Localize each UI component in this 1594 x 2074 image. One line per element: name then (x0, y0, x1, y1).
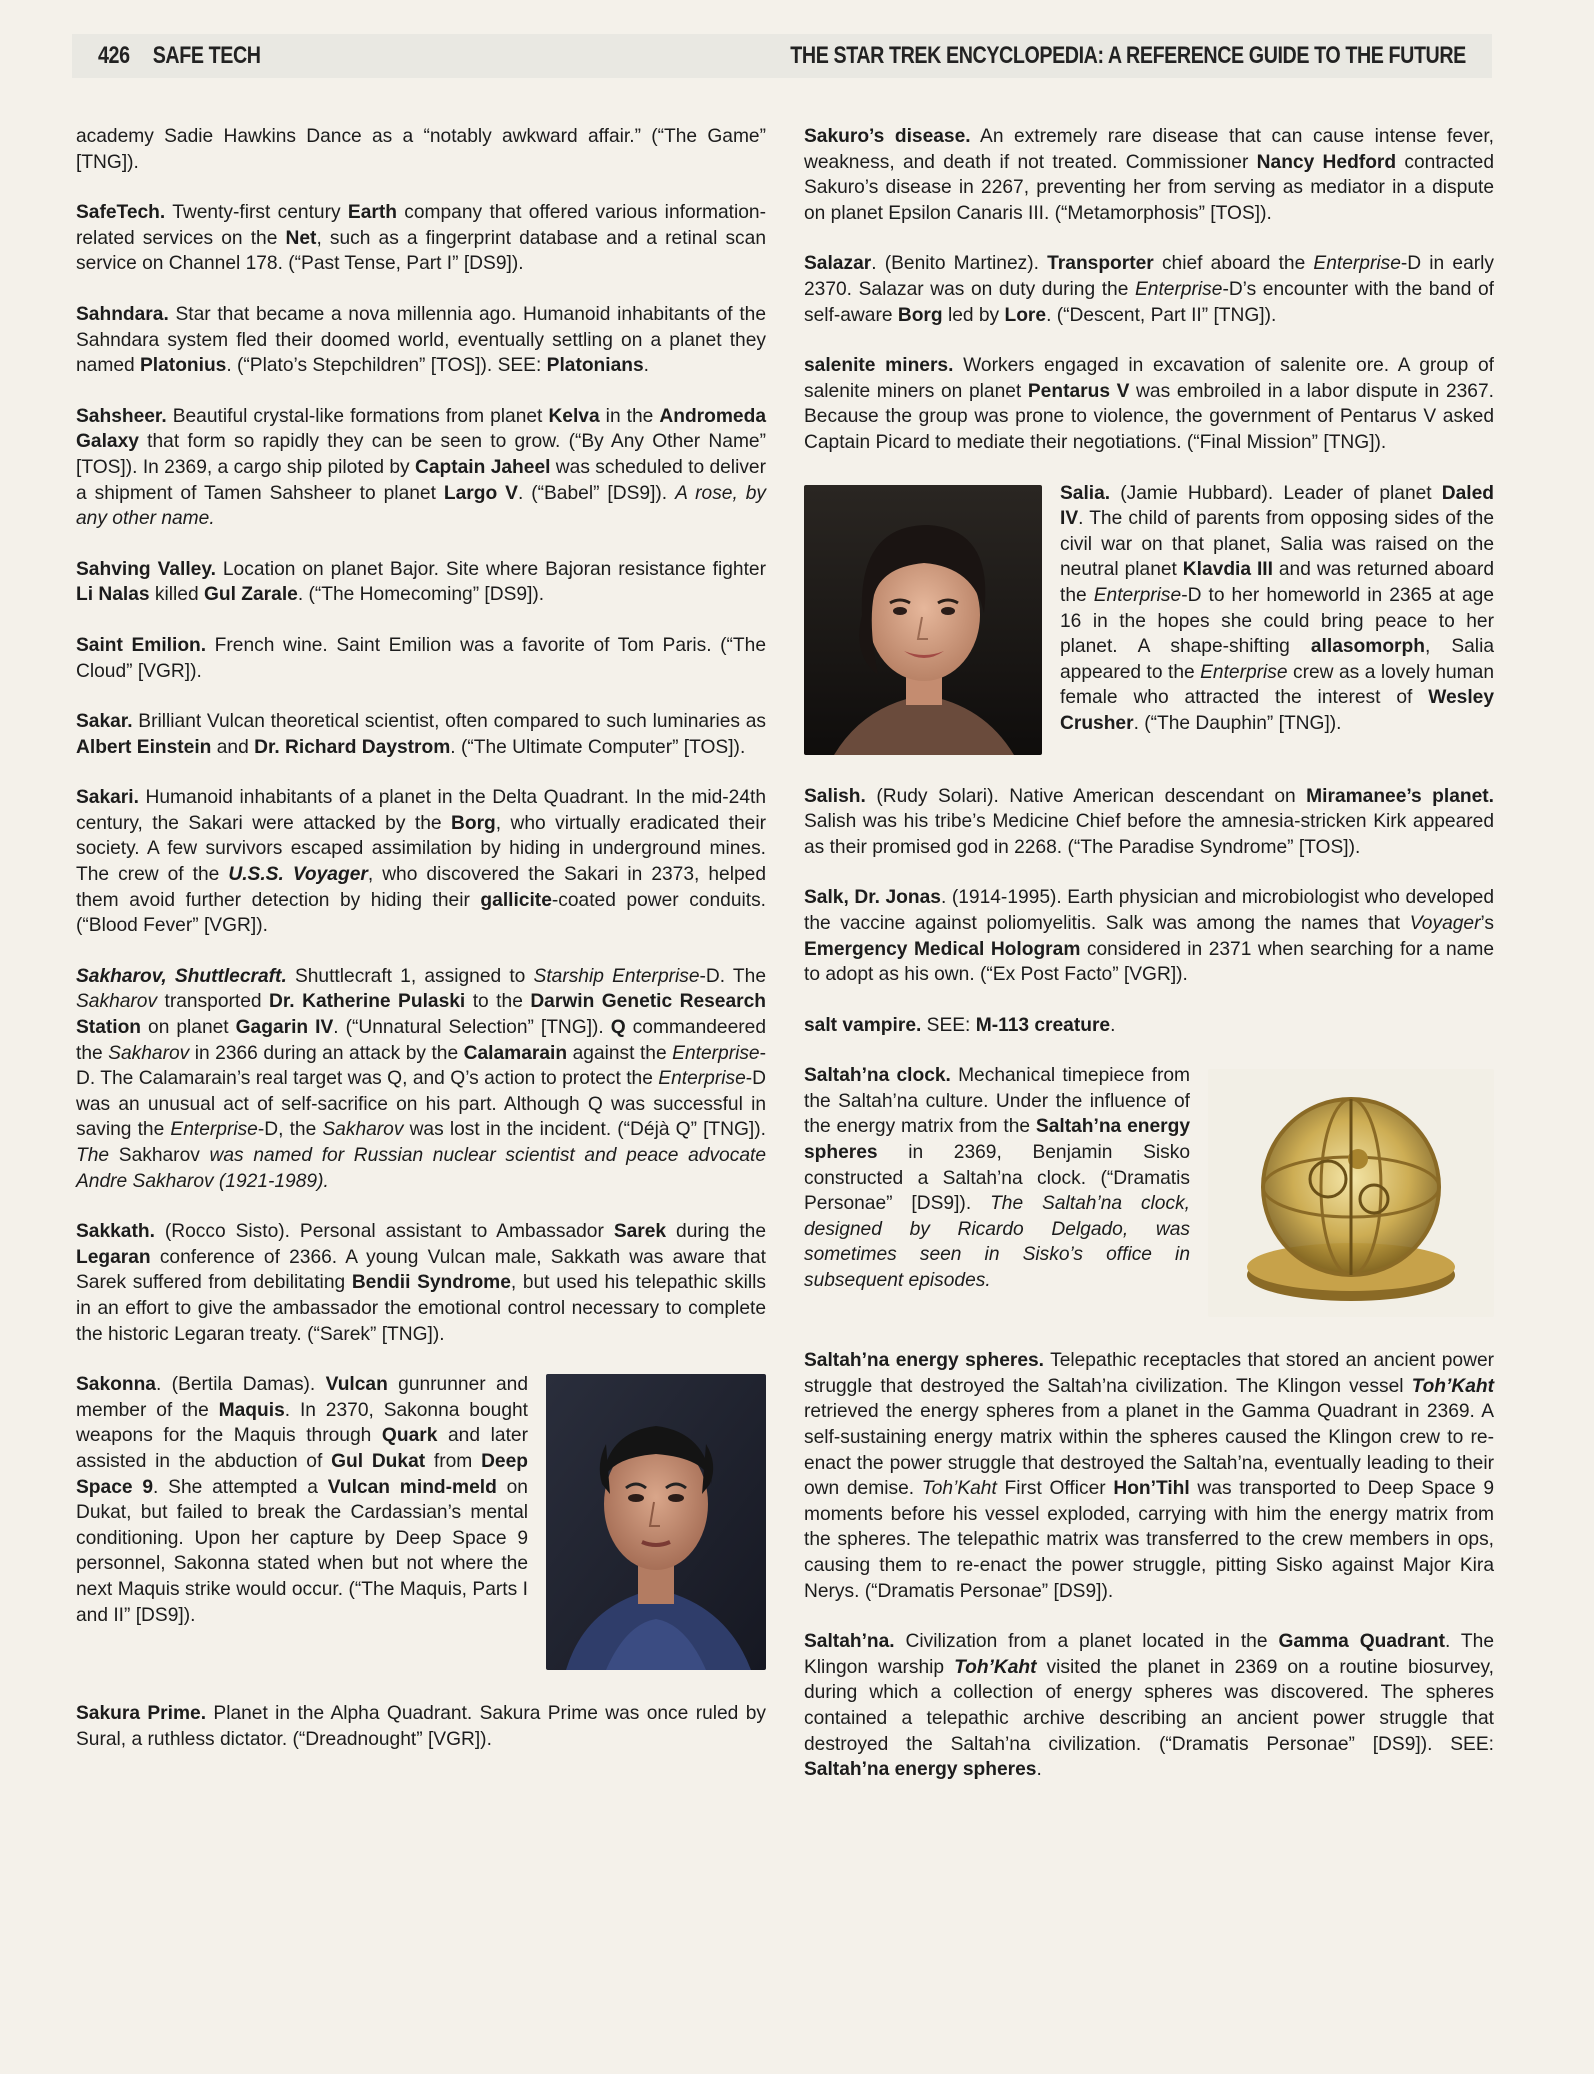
section-title: SAFE TECH (152, 42, 261, 69)
running-header (72, 34, 1492, 78)
entry-sahsheer: Sahsheer. Beautiful crystal-like formations from planet Kelva in the Andromeda Galaxy that form so rapidly they can be seen to grow. (“By Any Other Name” [TOS]). In 2369, a cargo ship piloted by Captain Jaheel was scheduled to deliver a shipment of Tamen Sahsheer to planet Largo V. (“Babel” [DS9]). A rose, by any other name. (76, 405, 767, 530)
salia-portrait-image (804, 485, 1042, 755)
entry-sahndara: Sahndara. Star that became a nova millennia ago. Humanoid inhabitants of the Sahndara system fled their doomed world, eventually settling on a planet they named Platonius. (“Plato’s Stepchildren” [TOS]). SEE: Platonians. (76, 303, 766, 377)
entry-salt-vampire: salt vampire. SEE: M-113 creature. (804, 1014, 1116, 1036)
salia-photo (804, 485, 1042, 755)
left-column (76, 124, 766, 1777)
right-column (804, 124, 1494, 1808)
saltahna-clock-image (1208, 1069, 1494, 1317)
entry-sakharov: Sakharov, Shuttlecraft. Shuttlecraft 1, assigned to Starship Enterprise-D. The Sakharov transported Dr. Katherine Pulaski to the Darwin Genetic Research Station on planet Gagarin IV. (“Unnatural Selection” [TNG]). Q commandeered the Sakharov in 2366 during an attack by the Calamarain against the Enterprise-D. The Calamarain’s real target was Q, and Q’s action to protect the Enterprise-D was an unusual act of self-sacrifice on his part. Although Q was successful in saving the Enterprise-D, the Sakharov was lost in the incident. (“Déjà Q” [TNG]). The Sakharov was named for Russian nuclear scientist and peace advocate Andre Sakharov (1921-1989). (76, 965, 766, 1192)
entry-salia: Salia. (Jamie Hubbard). Leader of planet Daled IV. The child of parents from opposing sides of the civil war on that planet, Salia was raised on the neutral planet Klavdia III and was returned aboard the Enterprise-D to her homeworld in 2365 at age 16 in the hopes she could bring peace to her planet. A shape-shifting allasomorph, Salia appeared to the Enterprise crew as a lovely human female who attracted the interest of Wesley Crusher. (“The Dauphin” [TNG]). (804, 481, 1494, 759)
header-left (98, 42, 279, 70)
entry-saltahna-energy-spheres: Saltah’na energy spheres. Telepathic receptacles that stored an ancient power struggle that destroyed the Saltah’na civilization. The Klingon vessel Toh’Kaht retrieved the energy spheres from a planet in the Gamma Quadrant in 2369. A self-sustaining energy matrix within the spheres caused the Klingon crew to re-enact the power struggle that destroyed the Saltah’na, eventually leading to their own demise. Toh’Kaht First Officer Hon’Tihl was transported to Deep Space 9 moments before his vessel exploded, carrying with him the energy matrix from the spheres. The telepathic matrix was transferred to the crew members in ops, causing them to re-enact the power struggle, pitting Sisko against Major Kira Nerys. (“Dramatis Personae” [DS9]). (804, 1350, 1495, 1602)
sakonna-photo (546, 1374, 766, 1670)
entry-sakuros-disease: Sakuro’s disease. An extremely rare disease that can cause intense fever, weakness, and death if not treated. Commissioner Nancy Hedford contracted Sakuro’s disease in 2267, preventing her from serving as mediator in a dispute on planet Epsilon Canaris III. (“Metamorphosis” [TOS]). (804, 126, 1494, 224)
entry-sakari: Sakari. Humanoid inhabitants of a planet in the Delta Quadrant. In the mid-24th century, the Sakari were attacked by the Borg, who virtually eradicated their society. A few survivors escaped assimilation by hiding in underground mines. The crew of the U.S.S. Voyager, who discovered the Sakari in 2373, helped them avoid further detection by hiding their gallicite-coated power conduits. (“Blood Fever” [VGR]). (76, 787, 767, 937)
entry-saltahna: Saltah’na. Civilization from a planet located in the Gamma Quadrant. The Klingon warship Toh’Kaht visited the planet in 2369 on a routine biosurvey, during which a collection of energy spheres was discovered. The spheres contained a telepathic archive describing an ancient power struggle that destroyed the Saltah’na civilization. (“Dramatis Personae” [DS9]). SEE: Saltah’na energy spheres. (804, 1631, 1494, 1781)
entry-salazar: Salazar. (Benito Martinez). Transporter chief aboard the Enterprise-D in early 2370. Salazar was on duty during the Enterprise-D’s encounter with the band of self-aware Borg led by Lore. (“Descent, Part II” [TNG]). (804, 253, 1494, 326)
clock-photo (1208, 1069, 1494, 1317)
entry-saint-emilion: Saint Emilion. French wine. Saint Emilion was a favorite of Tom Paris. (“The Cloud” [VGR]). (76, 634, 766, 682)
entry-sakura-prime: Sakura Prime. Planet in the Alpha Quadrant. Sakura Prime was once ruled by Sural, a ruthless dictator. (“Dreadnought” [VGR]). (76, 1703, 766, 1750)
sakonna-portrait-image (546, 1374, 766, 1670)
entry-salish: Salish. (Rudy Solari). Native American descendant on Miramanee’s planet. Salish was his tribe’s Medicine Chief before the amnesia-stricken Kirk appeared as their promised god in 2268. (“The Paradise Syndrome” [TOS]). (804, 785, 1495, 858)
entry-salk: Salk, Dr. Jonas. (1914-1995). Earth physician and microbiologist who developed the vaccine against poliomyelitis. Salk was among the names that Voyager’s Emergency Medical Hologram considered in 2371 when searching for a name to adopt as his own. (“Ex Post Facto” [VGR]). (804, 887, 1494, 986)
page-number: 426 (98, 42, 130, 69)
entry-saltahna-clock: Saltah’na clock. Mechanical timepiece from the Saltah’na culture. Under the influence of the energy matrix from the Saltah’na energy spheres in 2369, Benjamin Sisko constructed a Saltah’na clock. (“Dramatis Personae” [DS9]). The Saltah’na clock, designed by Ricardo Delgado, was sometimes seen in Sisko’s office in subsequent episodes. (804, 1063, 1494, 1323)
book-title: THE STAR TREK ENCYCLOPEDIA: A REFERENCE GUIDE TO THE FUTURE (790, 42, 1466, 69)
entry-continued: academy Sadie Hawkins Dance as a “notably awkward affair.” (“The Game” [TNG]). (76, 126, 766, 173)
entry-salenite-miners: salenite miners. Workers engaged in excavation of salenite ore. A group of salenite miners on planet Pentarus V was embroiled in a labor dispute in 2367. Because the group was prone to violence, the government of Pentarus V asked Captain Picard to mediate their negotiations. (“Final Mission” [TNG]). (804, 355, 1495, 453)
entry-sakkath: Sakkath. (Rocco Sisto). Personal assistant to Ambassador Sarek during the Legaran conference of 2366. A young Vulcan male, Sakkath was aware that Sarek suffered from debilitating Bendii Syndrome, but used his telepathic skills in an effort to give the ambassador the emotional control necessary to complete the historic Legaran treaty. (“Sarek” [TNG]). (76, 1221, 766, 1345)
entry-sakonna: Sakonna. (Bertila Damas). Vulcan gunrunner and member of the Maquis. In 2370, Sakonna bought weapons for the Maquis through Quark and later assisted in the abduction of Gul Dukat from Deep Space 9. She attempted a Vulcan mind-meld on Dukat, but failed to break the Cardassian’s mental conditioning. Upon her capture by Deep Space 9 personnel, Sakonna stated when but not where the next Maquis strike would occur. (“The Maquis, Parts I and II” [DS9]). (76, 1372, 766, 1676)
entry-sahving-valley: Sahving Valley. Location on planet Bajor. Site where Bajoran resistance fighter Li Nalas killed Gul Zarale. (“The Homecoming” [DS9]). (76, 558, 766, 606)
entry-sakar: Sakar. Brilliant Vulcan theoretical scientist, often compared to such luminaries as Albert Einstein and Dr. Richard Daystrom. (“The Ultimate Computer” [TOS]). (76, 711, 766, 758)
entry-safetech: SafeTech. Twenty-first century Earth company that offered various information-related services on the Net, such as a fingerprint database and a retinal scan service on Channel 178. (“Past Tense, Part I” [DS9]). (76, 202, 766, 275)
